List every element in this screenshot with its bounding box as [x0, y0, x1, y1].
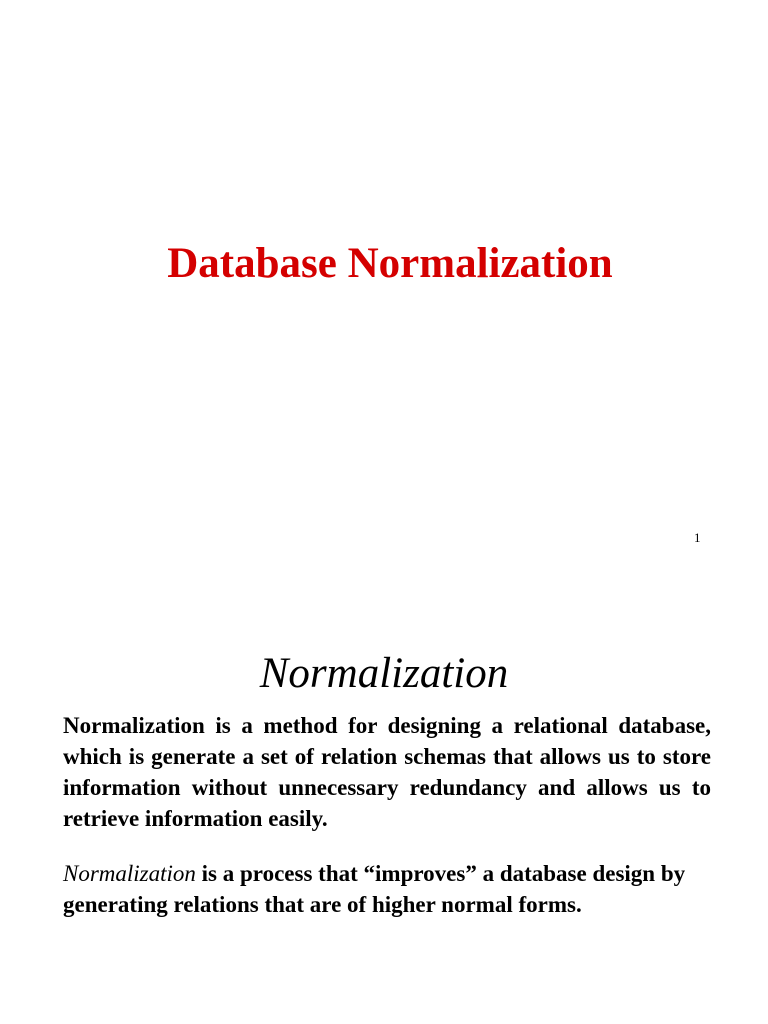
slide-normalization [0, 580, 768, 1024]
page-number: 1 [694, 530, 701, 545]
process-paragraph [63, 858, 723, 920]
normalization-term: Normalization [63, 861, 196, 886]
section-heading: Normalization [259, 650, 509, 697]
slide-title: Database Normalization [167, 240, 613, 287]
process-description: is a process that “improves” a database design by generating relations that are of higher normal forms. [63, 861, 686, 917]
definition-paragraph: Normalization is a method for designing a relational database, which is generate a set of relation schemas that allows us to store information without unnecessary redundancy and allows us to retrieve information easily. [63, 713, 711, 831]
